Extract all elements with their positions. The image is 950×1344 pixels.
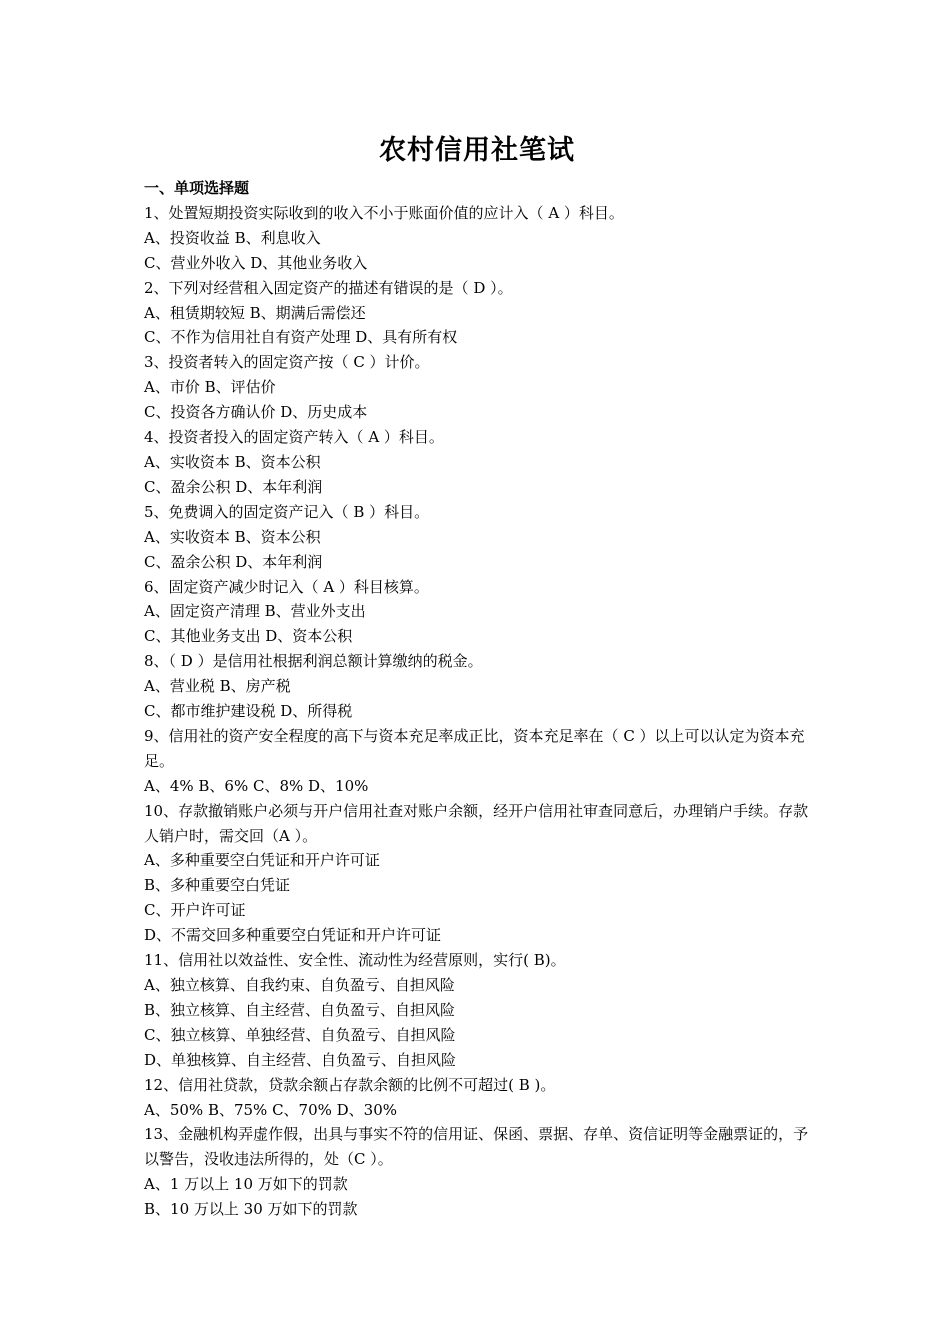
text-line: 12、信用社贷款，贷款余额占存款余额的比例不可超过( B )。 [144, 1075, 556, 1094]
text-line: 2、下列对经营租入固定资产的描述有错误的是（ D ）。 [144, 278, 513, 297]
text-line: 11、信用社以效益性、安全性、流动性为经营原则，实行( B)。 [144, 951, 566, 970]
document-page [144, 128, 810, 1222]
text-line: C、都市维护建设税 D、所得税 [144, 702, 353, 721]
text-line: C、不作为信用社自有资产处理 D、具有所有权 [144, 328, 458, 347]
text-line: 6、固定资产减少时记入（ A ）科目核算。 [144, 577, 429, 596]
text-line: A、投资收益 B、利息收入 [144, 228, 321, 247]
text-line: B、10 万以上 30 万如下的罚款 [144, 1200, 358, 1219]
text-line: 10、存款撤销账户必须与开户信用社查对账户余额，经开户信用社审查同意后，办理销户手续。存款人销户时，需交回（A ）。 [144, 801, 809, 845]
text-line: 1、处置短期投资实际收到的收入不小于账面价值的应计入（ A ）科目。 [144, 203, 624, 222]
document-title: 农村信用社笔试 [379, 135, 575, 166]
text-line: A、1 万以上 10 万如下的罚款 [144, 1175, 348, 1194]
text-line: C、其他业务支出 D、资本公积 [144, 627, 353, 646]
text-line: B、多种重要空白凭证 [144, 876, 291, 895]
text-line: D、单独核算、自主经营、自负盈亏、自担风险 [144, 1050, 457, 1069]
text-line: C、独立核算、单独经营、自负盈亏、自担风险 [144, 1025, 456, 1044]
text-line: D、不需交回多种重要空白凭证和开户许可证 [144, 926, 442, 945]
text-line: B、独立核算、自主经营、自负盈亏、自担风险 [144, 1000, 456, 1019]
text-line: 3、投资者转入的固定资产按（ C ）计价。 [144, 353, 430, 372]
section-heading: 一、单项选择题 [144, 179, 250, 197]
text-line: C、盈余公积 D、本年利润 [144, 552, 323, 571]
text-line: C、盈余公积 D、本年利润 [144, 477, 323, 496]
text-line: A、固定资产清理 B、营业外支出 [144, 602, 366, 621]
text-line: C、投资各方确认价 D、历史成本 [144, 403, 368, 422]
text-line: 5、免费调入的固定资产记入（ B ）科目。 [144, 502, 430, 521]
text-line: 13、金融机构弄虚作假，出具与事实不符的信用证、保函、票据、存单、资信证明等金融票证的，予以警告，没收违法所得的，处（C ）。 [144, 1125, 809, 1169]
text-line: C、营业外收入 D、其他业务收入 [144, 253, 368, 272]
text-line: 8、（ D ）是信用社根据利润总额计算缴纳的税金。 [144, 652, 483, 671]
text-line: A、4% B、6% C、8% D、10% [144, 776, 369, 795]
text-line: A、多种重要空白凭证和开户许可证 [144, 851, 380, 870]
document-body [144, 201, 810, 1222]
text-line: 9、信用社的资产安全程度的高下与资本充足率成正比，资本充足率在（ C ）以上可以认定为资本充足。 [144, 726, 805, 770]
text-line: A、租赁期较短 B、期满后需偿还 [144, 303, 366, 322]
text-line: A、营业税 B、房产税 [144, 677, 291, 696]
text-line: A、实收资本 B、资本公积 [144, 527, 321, 546]
text-line: C、开户许可证 [144, 901, 246, 920]
text-line: A、独立核算、自我约束、自负盈亏、自担风险 [144, 976, 455, 994]
text-line: A、实收资本 B、资本公积 [144, 452, 321, 471]
text-line: A、50% B、75% C、70% D、30% [144, 1100, 398, 1119]
text-line: 4、投资者投入的固定资产转入（ A ）科目。 [144, 428, 444, 447]
text-line: A、市价 B、评估价 [144, 378, 276, 397]
